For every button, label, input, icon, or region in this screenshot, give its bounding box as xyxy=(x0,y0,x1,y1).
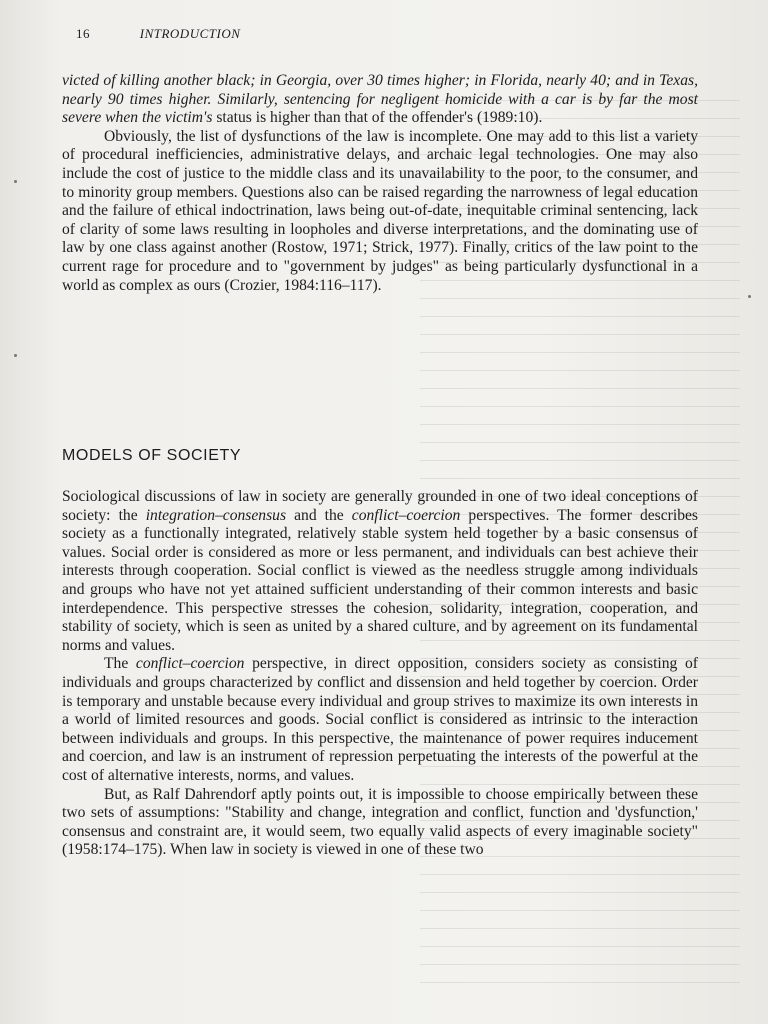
running-title: INTRODUCTION xyxy=(139,26,241,41)
paragraph-two-conceptions xyxy=(62,488,698,655)
paragraph-dysfunctions: Obviously, the list of dysfunctions of the law is incomplete. One may add to this list a variety of procedural inefficiencies, administrative delays, and archaic legal technologies. One may also include the cost of justice to the middle class and its unavailability to the poor, to the consumer, and to minority group members. Questions also can be raised regarding the narrowness of legal education and the failure of ethical indoctrination, laws being out-of-date, inequitable criminal sentencing, lack of clarity of some laws resulting in loopholes and diverse interpretations, and the dominating use of law by one class against another (Rostow, 1971; Strick, 1977). Finally, critics of the law point to the current rage for procedure and to "government by judges" as being particularly dysfunctional in a world as complex as ours (Crozier, 1984:116–117). xyxy=(62,127,698,294)
body-text-top xyxy=(62,72,698,295)
section-heading: MODELS OF SOCIETY xyxy=(62,447,242,464)
paragraph-text: Sociological discussions of law in society are generally grounded in one of two ideal conceptions of society: the xyxy=(62,488,698,524)
scan-speck xyxy=(14,354,17,357)
paragraph-text: and the xyxy=(286,506,352,524)
scan-speck xyxy=(14,180,17,183)
paragraph-conflict-coercion xyxy=(62,655,698,785)
quote-tail-text: status is higher than that of the offender's (1989:10). xyxy=(212,109,543,127)
term-conflict-coercion: conflict–coercion xyxy=(135,655,245,673)
italic-quote-text: victed of killing another black; in Georgia, over 30 times higher; in Florida, nearly 40; and in Texas, nearly 90 times higher. Similarly, sentencing for negligent homicide with a car is by far the most severe when the victim's xyxy=(62,72,698,127)
term-conflict-coercion: conflict–coercion xyxy=(351,506,461,524)
scan-speck xyxy=(748,295,751,298)
page-number: 16 xyxy=(76,26,90,41)
paragraph-text: perspectives. The former describes society as a functionally integrated, relatively stable system held together by a basic consensus of values. Social order is considered as more or less permanent, and individuals can best achieve their interests through cooperation. Social conflict is viewed as the needless struggle among individuals and groups who have not yet attained sufficient understanding of their common interests and basic interdependence. This perspective stresses the cohesion, solidarity, integration, cooperation, and stability of society, which is seen as united by a shared culture, and by agreement on its fundamental norms and values. xyxy=(62,506,698,654)
paragraph-text: The xyxy=(104,655,136,673)
running-header xyxy=(76,26,240,42)
paragraph-text: perspective, in direct opposition, considers society as consisting of individuals and groups characterized by conflict and dissension and held together by coercion. Order is temporary and unstable because every individual and group strives to maximize its own interests in a world of limited resources and goods. Social conflict is considered as intrinsic to the interaction between individuals and groups. In this perspective, the maintenance of power requires inducement and coercion, and law is an instrument of repression perpetuating the interests of the powerful at the cost of alternative interests, norms, and values. xyxy=(62,655,698,784)
paragraph-dahrendorf: But, as Ralf Dahrendorf aptly points out, it is impossible to choose empirically between these two sets of assumptions: "Stability and change, integration and conflict, function and 'dysfunction,' consensus and constraint are, it would seem, two equally valid aspects of every imaginable society" (1958:174–175). When law in society is viewed in one of these two xyxy=(62,785,698,859)
paragraph-continuation xyxy=(62,72,698,128)
term-integration-consensus: integration–consensus xyxy=(145,506,287,524)
body-text-models xyxy=(62,488,698,860)
